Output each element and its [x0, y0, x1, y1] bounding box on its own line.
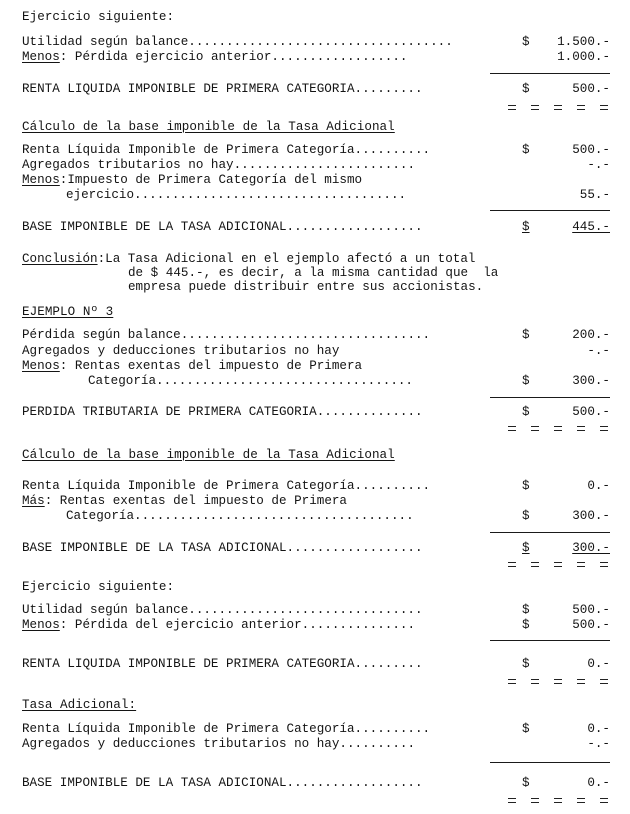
amount: 300.-: [572, 509, 610, 523]
currency: $: [522, 479, 530, 493]
total-label: [22, 541, 423, 555]
row-continuation: [88, 374, 413, 388]
currency: $: [522, 405, 530, 419]
amount: 1.000.-: [557, 50, 610, 64]
row-text: : Rentas exentas del impuesto de Primera: [59, 359, 363, 373]
row-text: : Pérdida del ejercicio anterior: [59, 618, 302, 632]
currency: $: [522, 374, 530, 388]
section-heading: Ejercicio siguiente:: [22, 580, 175, 594]
row-label: [22, 618, 415, 632]
amount: 200.-: [572, 328, 610, 342]
total-amount: 300.-: [572, 541, 610, 555]
total-amount: 500.-: [572, 405, 610, 419]
row-prefix: Menos: [22, 618, 60, 632]
leader-dots: .....................................: [134, 509, 414, 523]
total-text: BASE IMPONIBLE DE LA TASA ADICIONAL: [22, 776, 287, 790]
double-underline: [508, 793, 612, 799]
row-text: : Pérdida ejercicio anterior: [59, 50, 272, 64]
row-prefix: Menos: [22, 50, 60, 64]
subtotal-rule: [490, 397, 610, 398]
leader-dots: ..................: [286, 776, 423, 790]
example-heading: EJEMPLO Nº 3: [22, 305, 114, 319]
row-prefix: Menos: [22, 173, 60, 187]
leader-dots: ...............................: [188, 603, 423, 617]
currency: $: [522, 722, 530, 736]
subtotal-rule: [490, 532, 610, 533]
subtotal-rule: [490, 640, 610, 641]
currency: $: [522, 35, 530, 49]
double-underline: [508, 421, 612, 427]
section-heading: Ejercicio siguiente:: [22, 10, 175, 24]
leader-dots: ...............: [301, 618, 416, 632]
row-label: [22, 173, 362, 187]
row-text: :Impuesto de Primera Categoría del mismo: [59, 173, 363, 187]
row-prefix: Menos: [22, 359, 60, 373]
leader-dots: ..........: [354, 143, 431, 157]
currency: $: [522, 328, 530, 342]
total-label: [22, 405, 423, 419]
total-label: [22, 776, 423, 790]
leader-dots: ..........: [339, 737, 415, 751]
leader-dots: ........................: [233, 158, 416, 172]
currency: $: [522, 776, 530, 790]
row-text: Renta Líquida Imponible de Primera Categoría: [22, 479, 355, 493]
leader-dots: .........: [354, 657, 423, 671]
row-continuation: [66, 509, 414, 523]
double-underline: [508, 100, 612, 106]
row-text: : Rentas exentas del impuesto de Primera: [44, 494, 347, 508]
leader-dots: ..................: [286, 220, 423, 234]
section-heading: Cálculo de la base imponible de la Tasa Adicional: [22, 448, 395, 462]
section-heading: Tasa Adicional:: [22, 698, 137, 712]
conclusion-line: [22, 252, 475, 266]
row-text: Categoría: [66, 509, 135, 523]
currency: $: [522, 657, 530, 671]
leader-dots: ..........: [354, 479, 431, 493]
total-text: PERDIDA TRIBUTARIA DE PRIMERA CATEGORIA: [22, 405, 317, 419]
row-label: [22, 737, 415, 751]
leader-dots: ...................................: [188, 35, 453, 49]
subtotal-rule: [490, 210, 610, 211]
row-text: Categoría: [88, 374, 157, 388]
amount: 500.-: [572, 618, 610, 632]
row-text: Agregados y deducciones tributarios no hay: [22, 737, 340, 751]
leader-dots: ..........: [354, 722, 431, 736]
row-text: Renta Líquida Imponible de Primera Categoría: [22, 143, 355, 157]
total-label: [22, 657, 423, 671]
total-amount: 0.-: [587, 776, 610, 790]
conclusion-text: :La Tasa Adicional en el ejemplo afectó a un total: [97, 252, 476, 266]
leader-dots: ..................................: [156, 374, 413, 388]
row-label: [22, 158, 415, 172]
row-label: [22, 479, 430, 493]
row-label: [22, 143, 430, 157]
currency: $: [522, 143, 530, 157]
amount: 500.-: [572, 143, 610, 157]
currency: $: [522, 603, 530, 617]
subtotal-rule: [490, 762, 610, 763]
total-text: RENTA LIQUIDA IMPONIBLE DE PRIMERA CATEGORIA: [22, 82, 355, 96]
section-heading: Cálculo de la base imponible de la Tasa Adicional: [22, 120, 395, 134]
amount: -.-: [587, 737, 610, 751]
row-label: [22, 328, 430, 342]
row-text: Pérdida según balance: [22, 328, 181, 342]
total-amount: 445.-: [572, 220, 610, 234]
currency: $: [522, 220, 530, 234]
total-label: [22, 220, 423, 234]
row-text: ejercicio: [66, 188, 135, 202]
leader-dots: .........: [354, 82, 423, 96]
amount: 55.-: [579, 188, 610, 202]
amount: 0.-: [587, 479, 610, 493]
double-underline: [508, 557, 612, 563]
row-label: Agregados y deducciones tributarios no hay: [22, 344, 340, 358]
total-amount: 0.-: [587, 657, 610, 671]
row-label: [22, 359, 362, 373]
leader-dots: ..................: [286, 541, 423, 555]
currency: $: [522, 618, 530, 632]
conclusion-prefix: Conclusión: [22, 252, 98, 266]
row-text: Renta Líquida Imponible de Primera Categoría: [22, 722, 355, 736]
total-label: [22, 82, 423, 96]
amount: 0.-: [587, 722, 610, 736]
row-label: [22, 603, 423, 617]
amount: -.-: [587, 158, 610, 172]
conclusion-line: de $ 445.-, es decir, a la misma cantidad que la: [128, 266, 499, 280]
row-label: [22, 722, 430, 736]
currency: $: [522, 82, 530, 96]
row-label: [22, 35, 453, 49]
total-text: BASE IMPONIBLE DE LA TASA ADICIONAL: [22, 541, 287, 555]
row-label: [22, 494, 347, 508]
row-label: [22, 50, 407, 64]
total-amount: 500.-: [572, 82, 610, 96]
leader-dots: ....................................: [134, 188, 407, 202]
row-text: Utilidad según balance: [22, 35, 189, 49]
row-text: Utilidad según balance: [22, 603, 189, 617]
currency: $: [522, 509, 530, 523]
amount: 1.500.-: [557, 35, 610, 49]
total-text: BASE IMPONIBLE DE LA TASA ADICIONAL: [22, 220, 287, 234]
row-prefix: Más: [22, 494, 45, 508]
total-text: RENTA LIQUIDA IMPONIBLE DE PRIMERA CATEGORIA: [22, 657, 355, 671]
currency: $: [522, 541, 530, 555]
leader-dots: ..............: [316, 405, 423, 419]
leader-dots: .................................: [180, 328, 431, 342]
subtotal-rule: [490, 73, 610, 74]
amount: 500.-: [572, 603, 610, 617]
row-text: Agregados tributarios no hay: [22, 158, 234, 172]
row-continuation: [66, 188, 406, 202]
conclusion-line: empresa puede distribuir entre sus accionistas.: [128, 280, 484, 294]
leader-dots: ..................: [271, 50, 408, 64]
double-underline: [508, 674, 612, 680]
amount: 300.-: [572, 374, 610, 388]
amount: -.-: [587, 344, 610, 358]
